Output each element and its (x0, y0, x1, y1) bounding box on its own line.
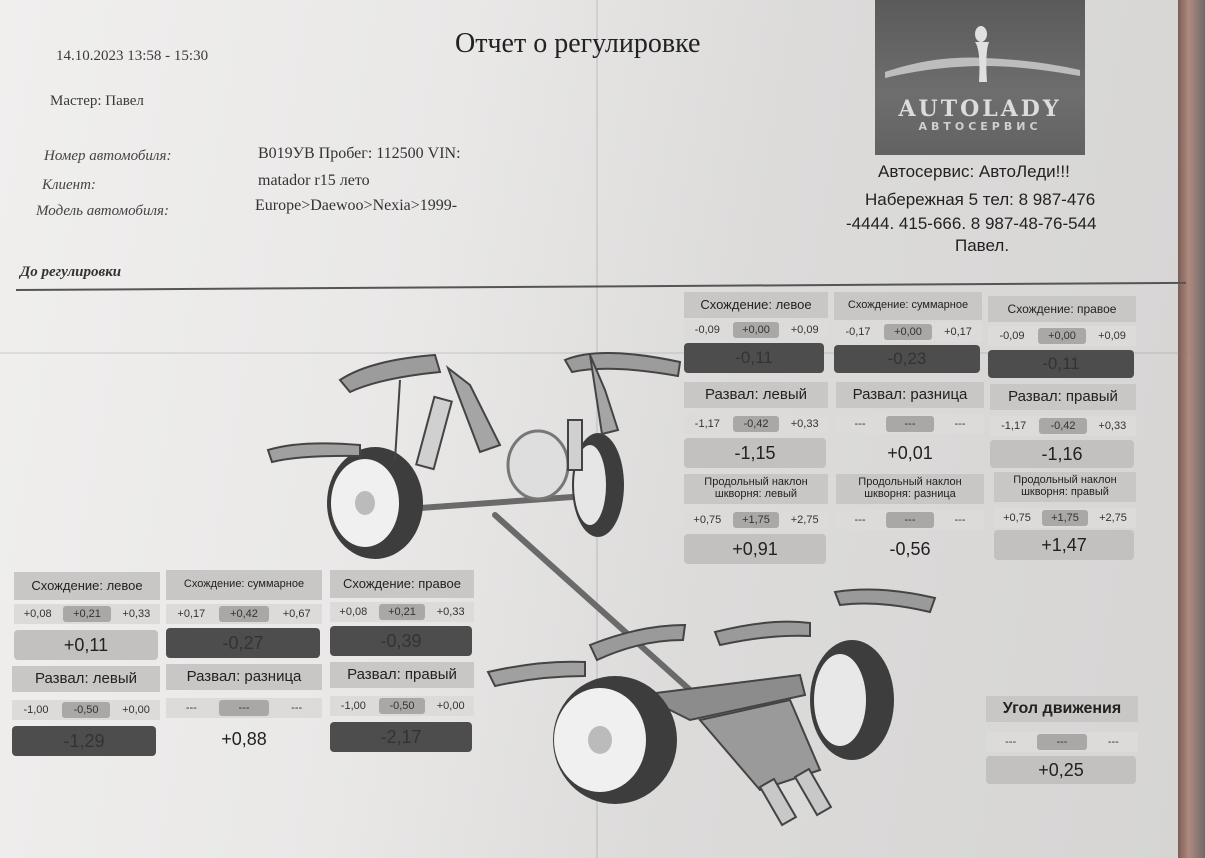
rear-toe-left-value: +0,11 (14, 630, 158, 660)
range-nominal: -0,50 (62, 702, 110, 718)
rear-toe-left-label: Схождение: левое (14, 572, 160, 600)
range-max: +0,09 (1098, 330, 1126, 342)
range-nominal: -0,50 (379, 698, 426, 714)
thrust-angle-range (986, 732, 1138, 752)
front-camber-right-label: Развал: правый (990, 384, 1136, 410)
front-toe-right-value: -0,11 (988, 350, 1134, 378)
rear-camber-right-range (330, 696, 474, 716)
front-toe-left-value: -0,11 (684, 343, 824, 373)
service-address-1: Набережная 5 тел: 8 987-476 (865, 190, 1096, 209)
front-toe-total-label: Схождение: суммарное (834, 292, 982, 320)
rear-toe-total-card (166, 570, 322, 662)
car-model-value: Europe>Daewoo>Nexia>1999- (255, 197, 458, 214)
front-toe-left-card (684, 292, 828, 380)
front-caster-left-range (684, 510, 828, 530)
range-min: +0,08 (339, 606, 368, 618)
section-before-adjustment: До регулировки (20, 264, 122, 280)
range-nominal: -0,42 (1039, 418, 1086, 434)
front-caster-diff-card (836, 474, 984, 566)
range-nominal: -0,42 (733, 416, 780, 432)
rear-camber-diff-label: Развал: разница (166, 664, 322, 690)
client-value: matador r15 лето (258, 172, 370, 189)
rear-camber-right-card (330, 662, 474, 756)
rear-toe-total-label: Схождение: суммарное (166, 570, 322, 600)
range-max: +0,67 (282, 608, 311, 620)
thrust-angle-value: +0,25 (986, 756, 1136, 784)
car-number-value: В019УВ Пробег: 112500 VIN: (258, 145, 461, 162)
front-camber-left-value: -1,15 (684, 438, 826, 468)
range-max: +0,33 (790, 418, 819, 430)
range-max: --- (954, 418, 966, 430)
rear-toe-left-range (14, 604, 160, 624)
front-caster-left-label: Продольный наклон шкворня: левый (684, 474, 828, 504)
range-min: +0,17 (177, 608, 206, 620)
range-max: +2,75 (1099, 512, 1127, 524)
range-max: +0,17 (944, 326, 972, 338)
service-name: Автосервис: АвтоЛеди!!! (878, 162, 1070, 181)
front-caster-diff-value: -0,56 (889, 538, 931, 559)
front-toe-total-value: -0,23 (834, 345, 980, 373)
front-camber-right-value: -1,16 (990, 440, 1134, 468)
front-toe-right-range (988, 326, 1136, 346)
rear-camber-right-label: Развал: правый (330, 662, 474, 688)
range-nominal: --- (886, 416, 934, 432)
range-max: --- (291, 702, 303, 714)
front-camber-left-label: Развал: левый (684, 382, 828, 408)
range-nominal: +0,21 (63, 606, 110, 622)
range-max: +0,33 (436, 606, 465, 618)
service-address-2: -4444. 415-666. 8 987-48-76-544 (846, 214, 1097, 233)
front-toe-left-label: Схождение: левое (684, 292, 828, 318)
front-toe-total-card (834, 292, 982, 380)
front-caster-right-label: Продольный наклон шкворня: правый (994, 472, 1136, 502)
rear-camber-diff-value: +0,88 (221, 728, 267, 749)
range-min: --- (854, 514, 866, 526)
range-min: -0,09 (694, 324, 720, 336)
range-min: -0,17 (845, 326, 871, 338)
rear-camber-diff-range (166, 698, 322, 718)
range-min: -1,17 (1001, 420, 1027, 432)
front-caster-left-value: +0,91 (684, 534, 826, 564)
range-nominal: +0,21 (379, 604, 426, 620)
range-max: +2,75 (790, 514, 819, 526)
page-title: Отчет о регулировке (455, 28, 701, 59)
range-max: --- (1107, 736, 1119, 748)
range-min: --- (185, 702, 197, 714)
front-toe-left-range (684, 320, 828, 340)
front-caster-diff-range (836, 510, 984, 530)
front-camber-right-card (990, 384, 1136, 472)
range-nominal: +0,00 (1038, 328, 1086, 344)
range-min: -1,00 (340, 700, 366, 712)
range-max: +0,33 (122, 608, 151, 620)
range-max: +0,33 (1098, 420, 1127, 432)
rear-toe-right-label: Схождение: правое (330, 570, 474, 598)
front-camber-diff-label: Развал: разница (836, 382, 984, 408)
range-nominal: +0,00 (884, 324, 932, 340)
logo-brand: AUTOLADY (898, 96, 1062, 122)
front-camber-left-range (684, 414, 828, 434)
front-caster-diff-label: Продольный наклон шкворня: разница (836, 474, 984, 504)
range-nominal: --- (219, 700, 270, 716)
car-model-label: Модель автомобиля: (36, 203, 169, 219)
rear-toe-total-value: -0,27 (166, 628, 320, 658)
rear-toe-right-card (330, 570, 474, 662)
front-toe-right-card (988, 296, 1136, 382)
range-min: -1,00 (23, 704, 49, 716)
report-date: 14.10.2023 13:58 - 15:30 (56, 48, 209, 64)
range-min: --- (1005, 736, 1017, 748)
logo-subtitle: АВТОСЕРВИС (918, 120, 1042, 133)
range-nominal: --- (1037, 734, 1086, 750)
range-nominal: +1,75 (733, 512, 780, 528)
rear-camber-left-card (12, 666, 160, 760)
rear-toe-total-range (166, 604, 322, 624)
range-min: +0,08 (23, 608, 52, 620)
thrust-angle-card (986, 696, 1138, 786)
front-caster-right-value: +1,47 (994, 530, 1134, 560)
range-max: +0,00 (122, 704, 150, 716)
rear-toe-left-card (14, 572, 160, 664)
range-max: +0,09 (790, 324, 819, 336)
front-camber-diff-value: +0,01 (887, 442, 933, 463)
rear-camber-left-label: Развал: левый (12, 666, 160, 692)
front-camber-diff-range (836, 414, 984, 434)
range-min: +0,75 (1003, 512, 1031, 524)
front-camber-diff-card (836, 382, 984, 470)
front-caster-left-card (684, 474, 828, 566)
car-number-label: Номер автомобиля: (44, 148, 172, 164)
range-max: --- (954, 514, 966, 526)
front-camber-right-range (990, 416, 1136, 436)
master-name: Мастер: Павел (50, 93, 144, 109)
range-nominal: --- (886, 512, 934, 528)
range-nominal: +1,75 (1042, 510, 1088, 526)
range-max: +0,00 (436, 700, 465, 712)
range-min: -1,17 (694, 418, 720, 430)
service-address-3: Павел. (955, 236, 1010, 255)
front-caster-right-range (994, 508, 1136, 528)
front-camber-left-card (684, 382, 828, 470)
range-nominal: +0,00 (733, 322, 780, 338)
client-label: Клиент: (42, 177, 96, 193)
range-min: -0,09 (999, 330, 1025, 342)
front-toe-right-label: Схождение: правое (988, 296, 1136, 322)
range-min: +0,75 (693, 514, 722, 526)
rear-camber-right-value: -2,17 (330, 722, 472, 752)
thrust-angle-label: Угол движения (986, 696, 1138, 722)
rear-camber-left-range (12, 700, 160, 720)
rear-camber-left-value: -1,29 (12, 726, 156, 756)
rear-camber-diff-card (166, 664, 322, 758)
range-nominal: +0,42 (219, 606, 270, 622)
front-caster-right-card (994, 472, 1136, 564)
rear-toe-right-range (330, 602, 474, 622)
range-min: --- (854, 418, 866, 430)
front-toe-total-range (834, 322, 982, 342)
rear-toe-right-value: -0,39 (330, 626, 472, 656)
